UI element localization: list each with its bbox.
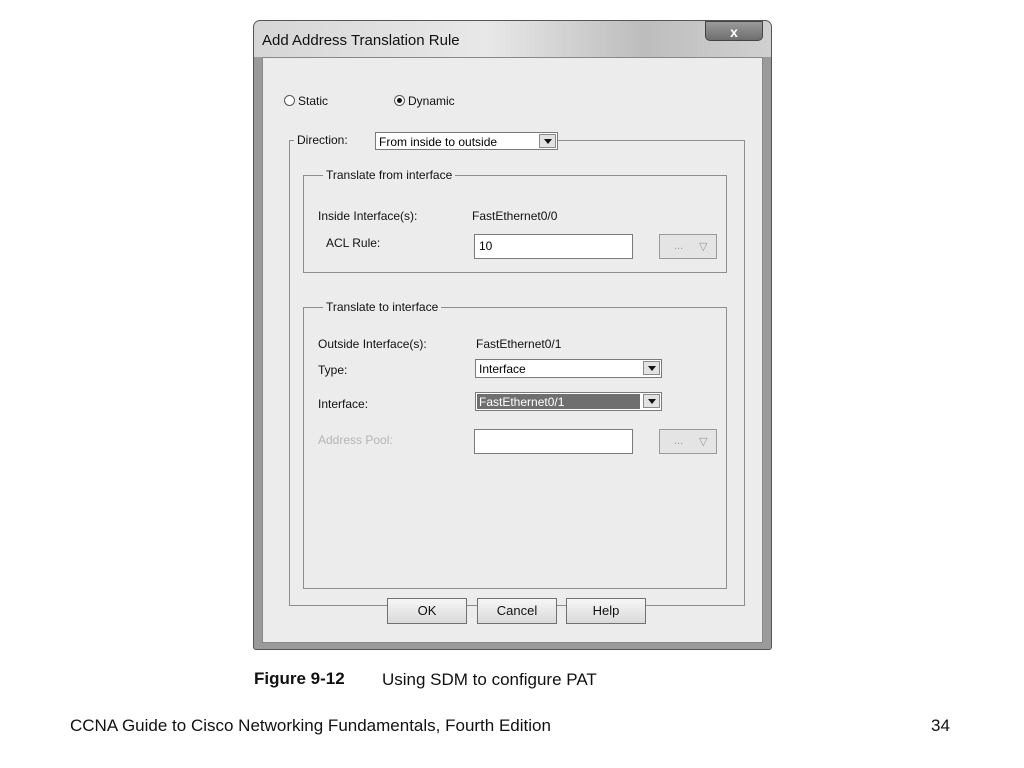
figure-caption: Using SDM to configure PAT <box>382 670 597 689</box>
close-button[interactable] <box>705 21 763 41</box>
close-icon: x <box>730 24 738 40</box>
direction-dropdown-button[interactable] <box>539 134 556 148</box>
interface-value: FastEthernet0/1 <box>479 395 565 409</box>
direction-value: From inside to outside <box>379 135 498 149</box>
cancel-button[interactable]: Cancel <box>477 598 557 624</box>
pool-browse-dots: ... <box>674 435 684 447</box>
interface-dropdown-button[interactable] <box>643 394 660 408</box>
acl-rule-input[interactable]: 10 <box>474 234 633 259</box>
acl-browse-dots: ... <box>674 240 684 252</box>
page-number: 34 <box>931 716 950 735</box>
interface-label: Interface: <box>318 397 369 411</box>
translate-from-legend: Translate from interface <box>323 168 455 182</box>
address-pool-input[interactable] <box>474 429 633 454</box>
ok-button[interactable]: OK <box>387 598 467 624</box>
dynamic-label[interactable]: Dynamic <box>408 94 455 108</box>
inside-interface-value: FastEthernet0/0 <box>472 209 558 223</box>
address-pool-label: Address Pool: <box>318 433 393 447</box>
dynamic-radio[interactable] <box>394 95 405 106</box>
chevron-down-icon <box>544 139 552 144</box>
type-label: Type: <box>318 363 348 377</box>
dialog-title: Add Address Translation Rule <box>262 32 460 49</box>
inside-interface-label: Inside Interface(s): <box>318 209 418 223</box>
chevron-down-icon <box>648 399 656 404</box>
pool-browse-button[interactable] <box>659 429 717 454</box>
static-label[interactable]: Static <box>298 94 329 108</box>
title-bar[interactable] <box>254 21 771 57</box>
translate-to-legend: Translate to interface <box>323 300 441 314</box>
type-select[interactable] <box>475 359 662 378</box>
direction-label: Direction: <box>297 133 348 147</box>
type-value: Interface <box>479 362 526 376</box>
static-radio[interactable] <box>284 95 295 106</box>
radio-selected-dot <box>397 98 402 103</box>
chevron-down-icon <box>648 366 656 371</box>
outside-interface-label: Outside Interface(s): <box>318 337 427 351</box>
pool-browse-arrow-icon: ▽ <box>699 436 708 448</box>
acl-browse-button[interactable] <box>659 234 717 259</box>
direction-select[interactable] <box>375 132 558 150</box>
type-dropdown-button[interactable] <box>643 361 660 375</box>
help-button[interactable]: Help <box>566 598 646 624</box>
figure-number: Figure 9-12 <box>254 669 345 688</box>
dialog-body <box>262 57 763 643</box>
interface-select[interactable] <box>475 392 662 411</box>
dialog-window <box>253 20 772 650</box>
outside-interface-value: FastEthernet0/1 <box>476 337 562 351</box>
book-title-footer: CCNA Guide to Cisco Networking Fundamentals, Fourth Edition <box>70 716 551 735</box>
acl-rule-label: ACL Rule: <box>326 236 381 250</box>
acl-browse-arrow-icon: ▽ <box>699 241 708 253</box>
